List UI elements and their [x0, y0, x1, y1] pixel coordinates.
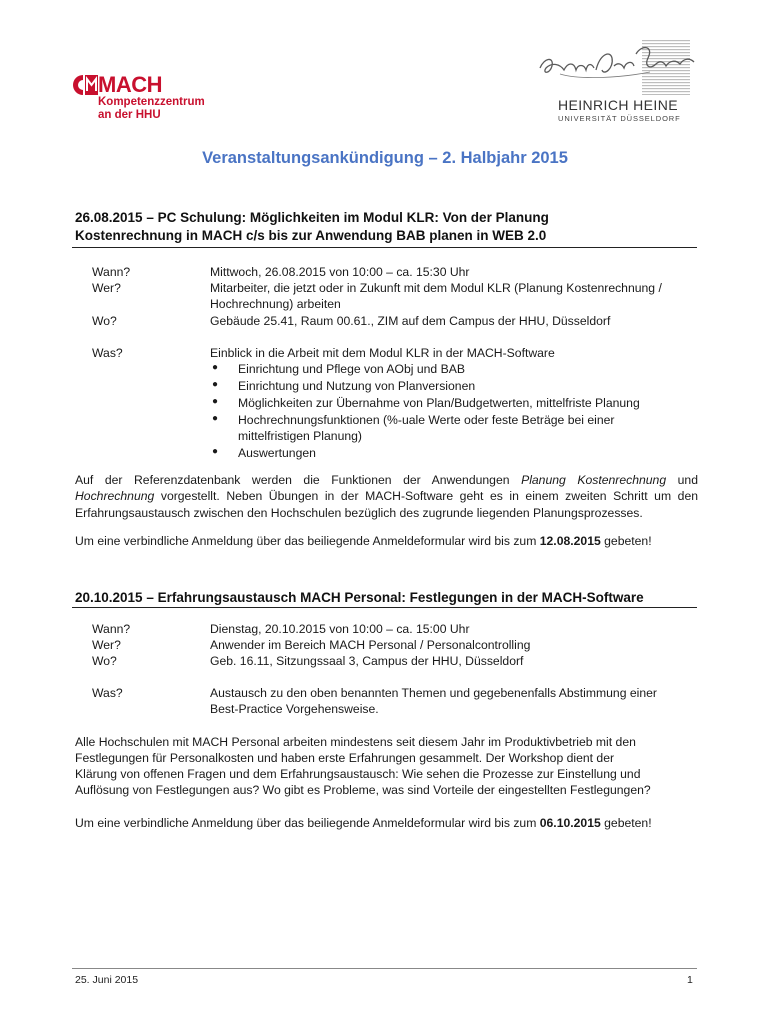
mach-logo-word: MACH — [98, 72, 162, 97]
event1-paragraph-line2: Hochrechnung vorgestellt. Neben Übungen in der MACH-Software geht es in einem zweiten Schritt um den — [75, 489, 698, 503]
hhu-logo-name: HEINRICH HEINE — [558, 97, 678, 113]
mach-logo — [72, 72, 222, 122]
event2-heading: 20.10.2015 – Erfahrungsaustausch MACH Personal: Festlegungen in der MACH-Software — [75, 590, 644, 605]
event2-who: Anwender im Bereich MACH Personal / Personalcontrolling — [210, 638, 531, 652]
event1-paragraph-line1: Auf der Referenzdatenbank werden die Funktionen der Anwendungen Planung Kostenrechnung und — [75, 473, 698, 487]
mach-logo-line2: an der HHU — [98, 109, 161, 121]
bullet-icon: ● — [212, 379, 219, 390]
event1-bullet-5: Auswertungen — [238, 446, 316, 460]
event1-where: Gebäude 25.41, Raum 00.61., ZIM auf dem Campus der HHU, Düsseldorf — [210, 314, 611, 328]
event2-paragraph-line4: Auflösung von Festlegungen aus? Wo gibt es Probleme, was sind Vorteile der eingestellten Festlegungen? — [75, 783, 651, 797]
event1-what-intro: Einblick in die Arbeit mit dem Modul KLR in der MACH-Software — [210, 346, 555, 360]
event2-registration-date: 06.10.2015 — [539, 816, 601, 830]
event2-when: Dienstag, 20.10.2015 von 10:00 – ca. 15:00 Uhr — [210, 622, 470, 636]
event1-paragraph-line3: Erfahrungsaustausch zwischen den Hochschulen bezüglich des zugrunde liegenden Planungsprozesses. — [75, 506, 643, 520]
event1-bullet-4-cont: mittelfristigen Planung) — [238, 429, 362, 443]
event1-who-line2: Hochrechnung) arbeiten — [210, 297, 341, 311]
event2-label-who: Wer? — [92, 638, 121, 652]
event1-who-line1: Mitarbeiter, die jetzt oder in Zukunft mit dem Modul KLR (Planung Kostenrechnung / — [210, 281, 662, 295]
event1-heading-line2: Kostenrechnung in MACH c/s bis zur Anwendung BAB planen in WEB 2.0 — [75, 228, 547, 243]
event1-bullet-1: Einrichtung und Pflege von AObj und BAB — [238, 362, 465, 376]
footer-date: 25. Juni 2015 — [75, 974, 139, 986]
event2-where: Geb. 16.11, Sitzungssaal 3, Campus der HHU, Düsseldorf — [210, 654, 524, 668]
event1-label-who: Wer? — [92, 281, 121, 295]
hhu-logo — [530, 40, 705, 123]
footer-divider — [72, 968, 697, 969]
page-title: Veranstaltungsankündigung – 2. Halbjahr 2015 — [202, 149, 568, 167]
heine-signature-icon — [530, 40, 705, 95]
event1-registration: Um eine verbindliche Anmeldung über das beiliegende Anmeldeformular wird bis zum 12.08.2015 gebeten! — [75, 534, 652, 548]
event1-bullet-3: Möglichkeiten zur Übernahme von Plan/Budgetwerten, mittelfriste Planung — [238, 396, 640, 410]
event1-when: Mittwoch, 26.08.2015 von 10:00 – ca. 15:30 Uhr — [210, 265, 470, 279]
event1-bullet-2: Einrichtung und Nutzung von Planversionen — [238, 379, 476, 393]
event2-divider — [72, 607, 697, 608]
event1-divider — [72, 247, 697, 248]
bullet-icon: ● — [212, 362, 219, 373]
hhu-logo-university: UNIVERSITÄT DÜSSELDORF — [558, 114, 681, 123]
mach-logo-mark-icon — [72, 74, 100, 96]
event1-registration-date: 12.08.2015 — [539, 534, 601, 548]
bullet-icon: ● — [212, 413, 219, 424]
event2-paragraph-line3: Klärung von offenen Fragen und dem Erfahrungsaustausch: Wie sehen die Prozesse zur Einstellung und — [75, 767, 641, 781]
bullet-icon: ● — [212, 446, 219, 457]
event1-label-where: Wo? — [92, 314, 117, 328]
event2-paragraph-line2: Festlegungen für Personalkosten und haben erste Erfahrungen gesammelt. Der Workshop dient der — [75, 751, 615, 765]
event2-what-line1: Austausch zu den oben benannten Themen und gegebenenfalls Abstimmung einer — [210, 686, 657, 700]
bullet-icon: ● — [212, 396, 219, 407]
event1-heading-line1: 26.08.2015 – PC Schulung: Möglichkeiten im Modul KLR: Von der Planung — [75, 210, 549, 225]
event1-bullet-4: Hochrechnungsfunktionen (%-uale Werte oder feste Beträge bei einer — [238, 413, 615, 427]
event2-label-what: Was? — [92, 686, 123, 700]
event2-what-line2: Best-Practice Vorgehensweise. — [210, 702, 379, 716]
event2-registration: Um eine verbindliche Anmeldung über das beiliegende Anmeldeformular wird bis zum 06.10.2015 gebeten! — [75, 816, 652, 830]
event1-label-when: Wann? — [92, 265, 131, 279]
event2-paragraph-line1: Alle Hochschulen mit MACH Personal arbeiten mindestens seit diesem Jahr im Produktivbetrieb mit den — [75, 735, 636, 749]
mach-logo-line1: Kompetenzzentrum — [98, 96, 205, 108]
page-number: 1 — [687, 974, 693, 986]
event2-label-when: Wann? — [92, 622, 131, 636]
event2-label-where: Wo? — [92, 654, 117, 668]
event1-label-what: Was? — [92, 346, 123, 360]
